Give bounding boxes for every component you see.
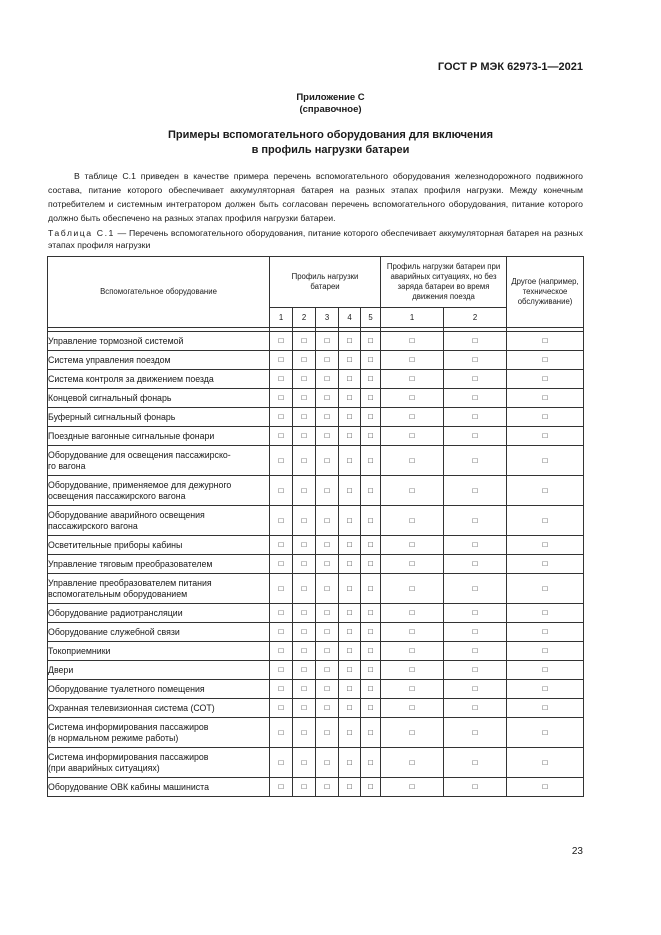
checkbox-cell: □ <box>339 408 361 427</box>
checkbox-cell: □ <box>507 536 584 555</box>
appendix-subtitle: (справочное) <box>299 104 362 115</box>
checkbox-cell: □ <box>270 778 293 797</box>
checkbox-cell: □ <box>361 748 381 778</box>
table-row <box>48 604 584 623</box>
checkbox-cell: □ <box>270 604 293 623</box>
table-row <box>48 623 584 642</box>
profile-column-number: 2 <box>293 308 316 328</box>
table-row <box>48 332 584 351</box>
checkbox-cell: □ <box>381 604 444 623</box>
checkbox-cell: □ <box>270 506 293 536</box>
checkbox-cell: □ <box>381 536 444 555</box>
checkbox-cell: □ <box>361 555 381 574</box>
checkbox-cell: □ <box>316 778 339 797</box>
checkbox-cell: □ <box>381 574 444 604</box>
checkbox-cell: □ <box>381 408 444 427</box>
checkbox-cell: □ <box>381 351 444 370</box>
equipment-name: Токоприемники <box>48 642 270 661</box>
header-other: Другое (например, техническое обслуживание) <box>507 257 584 328</box>
table-row <box>48 506 584 536</box>
checkbox-cell: □ <box>339 604 361 623</box>
checkbox-cell: □ <box>293 555 316 574</box>
checkbox-cell: □ <box>270 718 293 748</box>
checkbox-cell: □ <box>381 748 444 778</box>
section-title <box>0 128 661 157</box>
checkbox-cell: □ <box>444 661 507 680</box>
checkbox-cell: □ <box>316 718 339 748</box>
checkbox-cell: □ <box>316 427 339 446</box>
equipment-name: Система информирования пассажиров (в нормальном режиме работы) <box>48 718 270 748</box>
checkbox-cell: □ <box>381 718 444 748</box>
checkbox-cell: □ <box>361 446 381 476</box>
checkbox-cell: □ <box>444 370 507 389</box>
checkbox-cell: □ <box>507 604 584 623</box>
checkbox-cell: □ <box>339 680 361 699</box>
table-row <box>48 748 584 778</box>
table-row <box>48 778 584 797</box>
checkbox-cell: □ <box>361 574 381 604</box>
equipment-name: Управление тяговым преобразователем <box>48 555 270 574</box>
checkbox-cell: □ <box>339 446 361 476</box>
checkbox-cell: □ <box>339 555 361 574</box>
checkbox-cell: □ <box>316 661 339 680</box>
checkbox-cell: □ <box>293 351 316 370</box>
table-row <box>48 370 584 389</box>
checkbox-cell: □ <box>507 332 584 351</box>
header-emergency-profile: Профиль нагрузки батареи при аварийных ситуациях, но без заряда батареи во время движения поезда <box>381 257 507 308</box>
checkbox-cell: □ <box>270 661 293 680</box>
page-number: 23 <box>571 846 583 857</box>
checkbox-cell: □ <box>293 536 316 555</box>
checkbox-cell: □ <box>381 555 444 574</box>
table-row <box>48 642 584 661</box>
checkbox-cell: □ <box>444 351 507 370</box>
checkbox-cell: □ <box>381 699 444 718</box>
equipment-name: Система информирования пассажиров (при аварийных ситуациях) <box>48 748 270 778</box>
checkbox-cell: □ <box>507 699 584 718</box>
equipment-name: Буферный сигнальный фонарь <box>48 408 270 427</box>
checkbox-cell: □ <box>316 408 339 427</box>
checkbox-cell: □ <box>507 506 584 536</box>
checkbox-cell: □ <box>339 661 361 680</box>
checkbox-cell: □ <box>507 574 584 604</box>
header-equipment: Вспомогательное оборудование <box>48 257 270 328</box>
checkbox-cell: □ <box>507 351 584 370</box>
checkbox-cell: □ <box>316 574 339 604</box>
checkbox-cell: □ <box>270 680 293 699</box>
equipment-name: Оборудование служебной связи <box>48 623 270 642</box>
checkbox-cell: □ <box>381 427 444 446</box>
checkbox-cell: □ <box>507 476 584 506</box>
table-caption-text: — Перечень вспомогательного оборудования, питание которого обеспечивает аккумуляторная батарея на разных этапах профиля нагрузки <box>48 228 583 250</box>
checkbox-cell: □ <box>381 778 444 797</box>
appendix-title: Приложение С <box>296 92 365 103</box>
profile-column-number: 1 <box>270 308 293 328</box>
emergency-column-number: 2 <box>444 308 507 328</box>
checkbox-cell: □ <box>444 427 507 446</box>
table-caption <box>48 227 583 251</box>
checkbox-cell: □ <box>507 370 584 389</box>
table-caption-label: Таблица С.1 <box>48 228 115 238</box>
checkbox-cell: □ <box>361 370 381 389</box>
checkbox-cell: □ <box>339 748 361 778</box>
checkbox-cell: □ <box>316 642 339 661</box>
checkbox-cell: □ <box>270 642 293 661</box>
checkbox-cell: □ <box>270 476 293 506</box>
table-row <box>48 427 584 446</box>
checkbox-cell: □ <box>270 351 293 370</box>
equipment-name: Система управления поездом <box>48 351 270 370</box>
checkbox-cell: □ <box>293 748 316 778</box>
checkbox-cell: □ <box>339 536 361 555</box>
table-body <box>48 328 584 797</box>
equipment-name: Управление преобразователем питания вспомогательным оборудованием <box>48 574 270 604</box>
checkbox-cell: □ <box>361 699 381 718</box>
equipment-name: Система контроля за движением поезда <box>48 370 270 389</box>
checkbox-cell: □ <box>381 389 444 408</box>
checkbox-cell: □ <box>270 389 293 408</box>
checkbox-cell: □ <box>339 699 361 718</box>
equipment-name: Охранная телевизионная система (СОТ) <box>48 699 270 718</box>
checkbox-cell: □ <box>444 718 507 748</box>
checkbox-cell: □ <box>270 408 293 427</box>
checkbox-cell: □ <box>316 699 339 718</box>
table-row <box>48 408 584 427</box>
profile-column-number: 3 <box>316 308 339 328</box>
checkbox-cell: □ <box>339 623 361 642</box>
checkbox-cell: □ <box>381 661 444 680</box>
checkbox-cell: □ <box>361 623 381 642</box>
section-title-line-2: в профиль нагрузки батареи <box>251 143 410 156</box>
checkbox-cell: □ <box>507 778 584 797</box>
checkbox-cell: □ <box>316 332 339 351</box>
checkbox-cell: □ <box>339 506 361 536</box>
checkbox-cell: □ <box>361 661 381 680</box>
checkbox-cell: □ <box>339 370 361 389</box>
profile-column-number: 4 <box>339 308 361 328</box>
checkbox-cell: □ <box>270 748 293 778</box>
checkbox-cell: □ <box>507 661 584 680</box>
checkbox-cell: □ <box>339 351 361 370</box>
table-row <box>48 574 584 604</box>
checkbox-cell: □ <box>270 536 293 555</box>
appendix-heading <box>0 92 661 116</box>
checkbox-cell: □ <box>270 446 293 476</box>
checkbox-cell: □ <box>444 476 507 506</box>
checkbox-cell: □ <box>270 574 293 604</box>
checkbox-cell: □ <box>293 408 316 427</box>
checkbox-cell: □ <box>381 623 444 642</box>
checkbox-cell: □ <box>316 446 339 476</box>
table-row <box>48 555 584 574</box>
checkbox-cell: □ <box>444 389 507 408</box>
checkbox-cell: □ <box>293 778 316 797</box>
checkbox-cell: □ <box>444 446 507 476</box>
equipment-name: Управление тормозной системой <box>48 332 270 351</box>
checkbox-cell: □ <box>361 718 381 748</box>
checkbox-cell: □ <box>507 408 584 427</box>
checkbox-cell: □ <box>316 476 339 506</box>
profile-column-number: 5 <box>361 308 381 328</box>
checkbox-cell: □ <box>361 427 381 446</box>
checkbox-cell: □ <box>507 446 584 476</box>
checkbox-cell: □ <box>381 506 444 536</box>
checkbox-cell: □ <box>444 408 507 427</box>
checkbox-cell: □ <box>361 408 381 427</box>
checkbox-cell: □ <box>381 642 444 661</box>
checkbox-cell: □ <box>270 699 293 718</box>
checkbox-cell: □ <box>381 476 444 506</box>
checkbox-cell: □ <box>507 389 584 408</box>
table-row <box>48 680 584 699</box>
checkbox-cell: □ <box>361 476 381 506</box>
checkbox-cell: □ <box>316 389 339 408</box>
equipment-name: Оборудование аварийного освещения пассажирского вагона <box>48 506 270 536</box>
checkbox-cell: □ <box>270 332 293 351</box>
checkbox-cell: □ <box>316 748 339 778</box>
equipment-name: Оборудование для освещения пассажирско- го вагона <box>48 446 270 476</box>
equipment-name: Концевой сигнальный фонарь <box>48 389 270 408</box>
checkbox-cell: □ <box>316 351 339 370</box>
checkbox-cell: □ <box>293 476 316 506</box>
checkbox-cell: □ <box>316 604 339 623</box>
checkbox-cell: □ <box>361 536 381 555</box>
checkbox-cell: □ <box>361 642 381 661</box>
checkbox-cell: □ <box>507 718 584 748</box>
checkbox-cell: □ <box>381 332 444 351</box>
checkbox-cell: □ <box>444 536 507 555</box>
checkbox-cell: □ <box>293 699 316 718</box>
checkbox-cell: □ <box>316 680 339 699</box>
checkbox-cell: □ <box>293 446 316 476</box>
checkbox-cell: □ <box>381 446 444 476</box>
checkbox-cell: □ <box>270 623 293 642</box>
checkbox-cell: □ <box>316 536 339 555</box>
checkbox-cell: □ <box>507 748 584 778</box>
checkbox-cell: □ <box>293 389 316 408</box>
checkbox-cell: □ <box>339 476 361 506</box>
checkbox-cell: □ <box>444 506 507 536</box>
equipment-name: Осветительные приборы кабины <box>48 536 270 555</box>
checkbox-cell: □ <box>507 642 584 661</box>
checkbox-cell: □ <box>507 427 584 446</box>
checkbox-cell: □ <box>507 680 584 699</box>
checkbox-cell: □ <box>361 389 381 408</box>
checkbox-cell: □ <box>444 642 507 661</box>
checkbox-cell: □ <box>293 642 316 661</box>
checkbox-cell: □ <box>444 778 507 797</box>
intro-paragraph: В таблице С.1 приведен в качестве примера перечень вспомогательного оборудования железнодорожного подвижного состава, питание которого обеспечивает аккумуляторная батарея на разных этапах профиля нагрузки. Между конечным потребителем и системным интегратором должен быть согласован перечень вспомогательного оборудования, питание которого должно быть обеспечено на разных этапах профиля нагрузки батареи. <box>48 171 583 223</box>
checkbox-cell: □ <box>293 574 316 604</box>
checkbox-cell: □ <box>444 604 507 623</box>
table-row <box>48 699 584 718</box>
checkbox-cell: □ <box>270 427 293 446</box>
checkbox-cell: □ <box>293 370 316 389</box>
checkbox-cell: □ <box>444 680 507 699</box>
equipment-table <box>47 256 584 797</box>
equipment-name: Оборудование ОВК кабины машиниста <box>48 778 270 797</box>
section-title-line-1: Примеры вспомогательного оборудования для включения <box>168 129 493 141</box>
table-row <box>48 446 584 476</box>
emergency-column-number: 1 <box>381 308 444 328</box>
checkbox-cell: □ <box>507 623 584 642</box>
checkbox-cell: □ <box>316 555 339 574</box>
checkbox-cell: □ <box>293 332 316 351</box>
checkbox-cell: □ <box>339 718 361 748</box>
checkbox-cell: □ <box>293 604 316 623</box>
checkbox-cell: □ <box>361 506 381 536</box>
checkbox-cell: □ <box>381 680 444 699</box>
checkbox-cell: □ <box>444 748 507 778</box>
checkbox-cell: □ <box>361 604 381 623</box>
table-row <box>48 389 584 408</box>
checkbox-cell: □ <box>361 332 381 351</box>
checkbox-cell: □ <box>293 427 316 446</box>
checkbox-cell: □ <box>444 699 507 718</box>
checkbox-cell: □ <box>293 661 316 680</box>
checkbox-cell: □ <box>339 574 361 604</box>
checkbox-cell: □ <box>316 370 339 389</box>
table-row <box>48 536 584 555</box>
checkbox-cell: □ <box>444 574 507 604</box>
checkbox-cell: □ <box>339 427 361 446</box>
checkbox-cell: □ <box>361 351 381 370</box>
equipment-name: Двери <box>48 661 270 680</box>
table-row <box>48 661 584 680</box>
checkbox-cell: □ <box>444 623 507 642</box>
equipment-name: Поездные вагонные сигнальные фонари <box>48 427 270 446</box>
checkbox-cell: □ <box>293 680 316 699</box>
checkbox-cell: □ <box>293 506 316 536</box>
checkbox-cell: □ <box>507 555 584 574</box>
checkbox-cell: □ <box>381 370 444 389</box>
equipment-name: Оборудование, применяемое для дежурного освещения пассажирского вагона <box>48 476 270 506</box>
checkbox-cell: □ <box>316 623 339 642</box>
checkbox-cell: □ <box>339 332 361 351</box>
checkbox-cell: □ <box>361 680 381 699</box>
checkbox-cell: □ <box>270 555 293 574</box>
equipment-name: Оборудование туалетного помещения <box>48 680 270 699</box>
checkbox-cell: □ <box>339 778 361 797</box>
checkbox-cell: □ <box>270 370 293 389</box>
table-row <box>48 351 584 370</box>
checkbox-cell: □ <box>339 642 361 661</box>
checkbox-cell: □ <box>444 555 507 574</box>
table-row <box>48 718 584 748</box>
checkbox-cell: □ <box>339 389 361 408</box>
checkbox-cell: □ <box>361 778 381 797</box>
checkbox-cell: □ <box>444 332 507 351</box>
checkbox-cell: □ <box>316 506 339 536</box>
checkbox-cell: □ <box>293 718 316 748</box>
header-load-profile: Профиль нагрузки батареи <box>270 257 381 308</box>
equipment-name: Оборудование радиотрансляции <box>48 604 270 623</box>
checkbox-cell: □ <box>293 623 316 642</box>
table-row <box>48 476 584 506</box>
document-id: ГОСТ Р МЭК 62973-1—2021 <box>437 61 583 73</box>
